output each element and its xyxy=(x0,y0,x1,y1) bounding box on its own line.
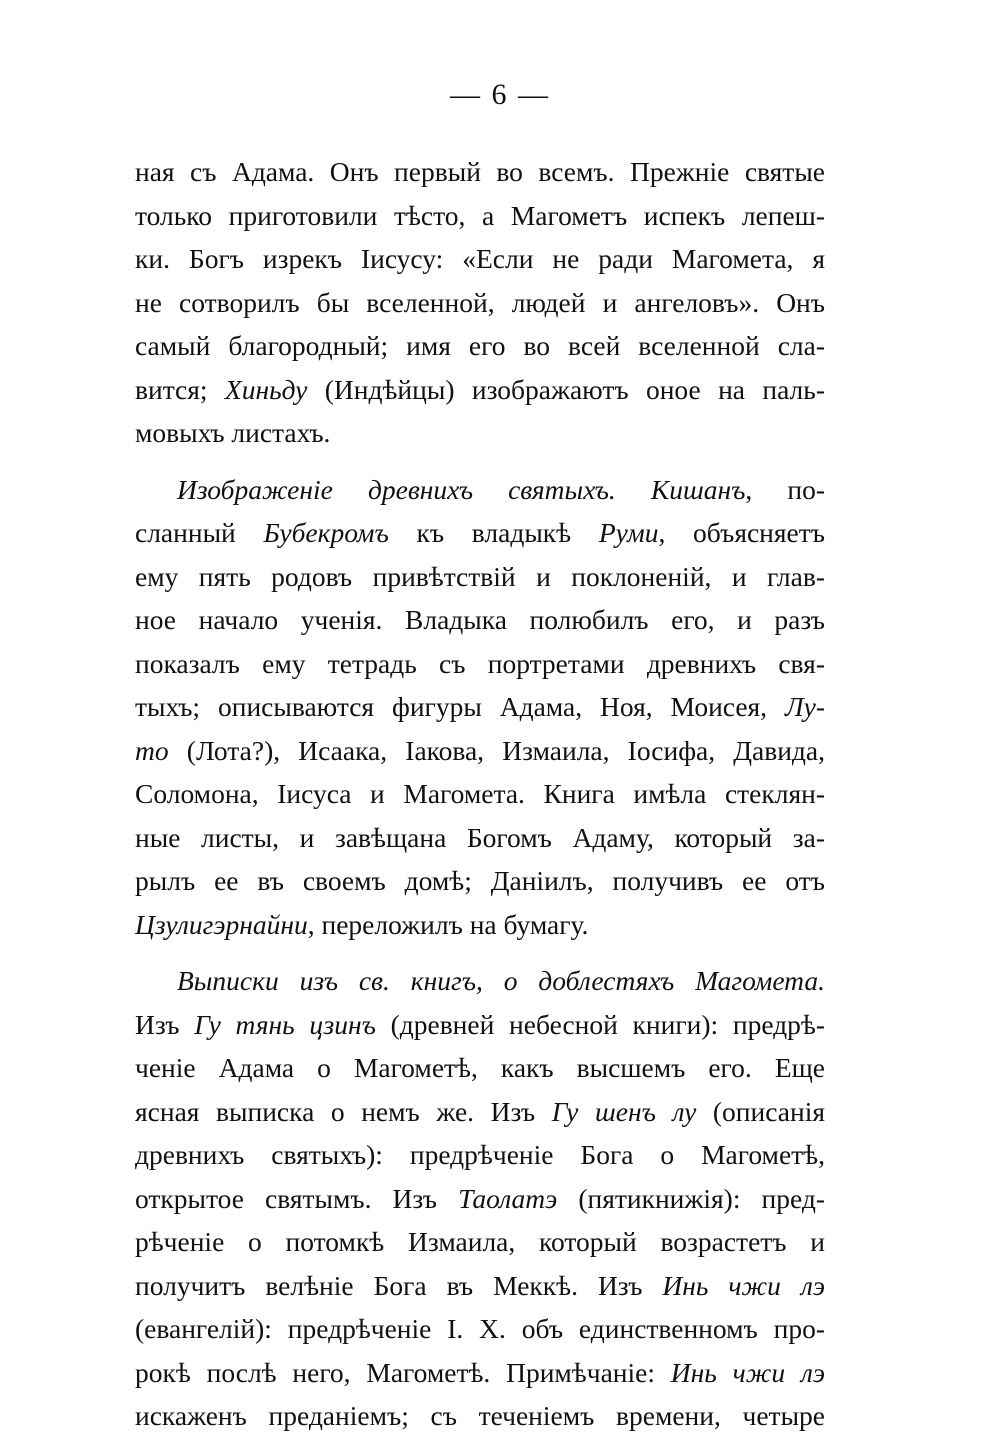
text-line xyxy=(135,685,825,729)
paragraph-gap xyxy=(135,946,825,959)
text-line xyxy=(135,642,825,686)
text-segment: (евангелій): предрѣченіе І. Х. объ единственномъ про- xyxy=(135,1313,825,1344)
text-segment: самый благородный; имя его во всей вселенной сла- xyxy=(135,330,825,361)
text-segment: открытое святымъ. Изъ xyxy=(135,1182,459,1214)
text-segment: искаженъ преданіемъ; съ теченіемъ времени, четыре xyxy=(135,1400,825,1431)
text-segment: , объясняетъ xyxy=(658,517,825,548)
text-segment: ное начало ученія. Владыка полюбилъ его, и разъ xyxy=(135,604,825,635)
text-line xyxy=(135,859,825,903)
text-line xyxy=(135,903,825,947)
italic-segment: Инь чжи лэ xyxy=(662,1269,825,1301)
text-segment: (Лота?), Исаака, Іакова, Измаила, Іосифа, Давида, xyxy=(168,734,825,766)
text-line xyxy=(135,816,825,860)
text-segment: ная съ Адама. Онъ первый во всемъ. Прежніе святые xyxy=(135,156,825,187)
text-segment: ясная выписка о немъ же. Изъ xyxy=(135,1095,552,1127)
text-segment: рѣченіе о потомкѣ Измаила, который возрастетъ и xyxy=(135,1226,825,1257)
italic-segment: Лу- xyxy=(785,691,825,722)
text-line xyxy=(135,511,825,555)
text-line xyxy=(135,1307,825,1351)
italic-segment: Таолатэ xyxy=(458,1182,558,1214)
text-segment: (древней небесной книги): предрѣ- xyxy=(375,1008,825,1040)
text-line xyxy=(135,411,825,455)
italic-segment: Гу тянь цзинъ xyxy=(194,1008,376,1040)
italic-segment: Изображеніе древнихъ святыхъ. Кишанъ xyxy=(177,473,746,505)
text-segment: , переложилъ на бумагу. xyxy=(307,908,589,940)
italic-segment: Хиньду xyxy=(224,373,308,405)
paragraph-gap xyxy=(135,455,825,468)
text-segment: , по- xyxy=(745,473,825,505)
body-text xyxy=(135,150,825,1438)
text-line xyxy=(135,194,825,238)
italic-segment: Бубекромъ xyxy=(263,517,389,548)
text-segment: получитъ велѣніе Бога въ Меккѣ. Изъ xyxy=(135,1269,663,1301)
text-line xyxy=(135,1394,825,1438)
text-line xyxy=(135,1264,825,1308)
text-segment: рокѣ послѣ него, Магометѣ. Примѣчаніе: xyxy=(135,1356,671,1388)
page-number: — 6 — xyxy=(450,78,550,111)
text-line xyxy=(135,729,825,773)
text-segment: къ владыкѣ xyxy=(388,517,599,548)
text-segment: сланный xyxy=(135,517,264,548)
text-line xyxy=(135,468,825,512)
text-segment: тыхъ; описываются фигуры Адама, Ноя, Моисея, xyxy=(135,691,785,722)
text-segment: вится; xyxy=(135,373,225,405)
text-segment: Изъ xyxy=(135,1008,195,1040)
text-segment: только приготовили тѣсто, а Магометъ испекъ лепеш- xyxy=(135,199,825,231)
text-segment: Соломона, Іисуса и Магомета. Книга имѣла стеклян- xyxy=(135,778,825,809)
text-segment: ему пять родовъ привѣтствій и поклоненій, и глав- xyxy=(135,560,825,592)
text-segment: рылъ ее въ своемъ домѣ; Даніилъ, получивъ ее отъ xyxy=(135,865,825,896)
text-segment: (пятикнижія): пред- xyxy=(557,1182,825,1214)
italic-segment: Гу шенъ лу xyxy=(551,1095,697,1127)
italic-segment: то xyxy=(135,734,169,766)
text-line xyxy=(135,1220,825,1264)
text-line xyxy=(135,1133,825,1177)
text-line xyxy=(135,1177,825,1221)
italic-segment: Выписки изъ св. книгъ, о доблестяхъ Магомета. xyxy=(177,965,825,996)
text-segment: показалъ ему тетрадь съ портретами древнихъ свя- xyxy=(135,647,825,679)
italic-segment: Руми xyxy=(598,517,659,548)
text-segment: (описанія xyxy=(696,1095,825,1127)
text-segment: ки. Богъ изрекъ Іисусу: «Если не ради Магомета, я xyxy=(135,243,825,274)
text-line xyxy=(135,150,825,194)
text-line xyxy=(135,959,825,1003)
text-segment: ченіе Адама о Магометѣ, какъ высшемъ его. Еще xyxy=(135,1052,825,1083)
text-segment: (Индѣйцы) изображаютъ оное на паль- xyxy=(307,373,825,405)
italic-segment: Инь чжи лэ xyxy=(670,1356,825,1388)
text-line xyxy=(135,368,825,412)
text-line xyxy=(135,281,825,325)
text-line xyxy=(135,598,825,642)
text-line xyxy=(135,324,825,368)
text-line xyxy=(135,772,825,816)
text-segment: мовыхъ листахъ. xyxy=(135,417,331,448)
text-line xyxy=(135,237,825,281)
text-line xyxy=(135,1090,825,1134)
text-segment: древнихъ святыхъ): предрѣченіе Бога о Магометѣ, xyxy=(135,1139,825,1170)
text-line xyxy=(135,1003,825,1047)
text-line xyxy=(135,555,825,599)
italic-segment: Цзулигэрнайни xyxy=(135,908,308,940)
text-segment: не сотворилъ бы вселенной, людей и ангеловъ». Онъ xyxy=(135,286,825,318)
text-line xyxy=(135,1046,825,1090)
text-line xyxy=(135,1351,825,1395)
text-segment: ные листы, и завѣщана Богомъ Адаму, который за- xyxy=(135,821,825,853)
